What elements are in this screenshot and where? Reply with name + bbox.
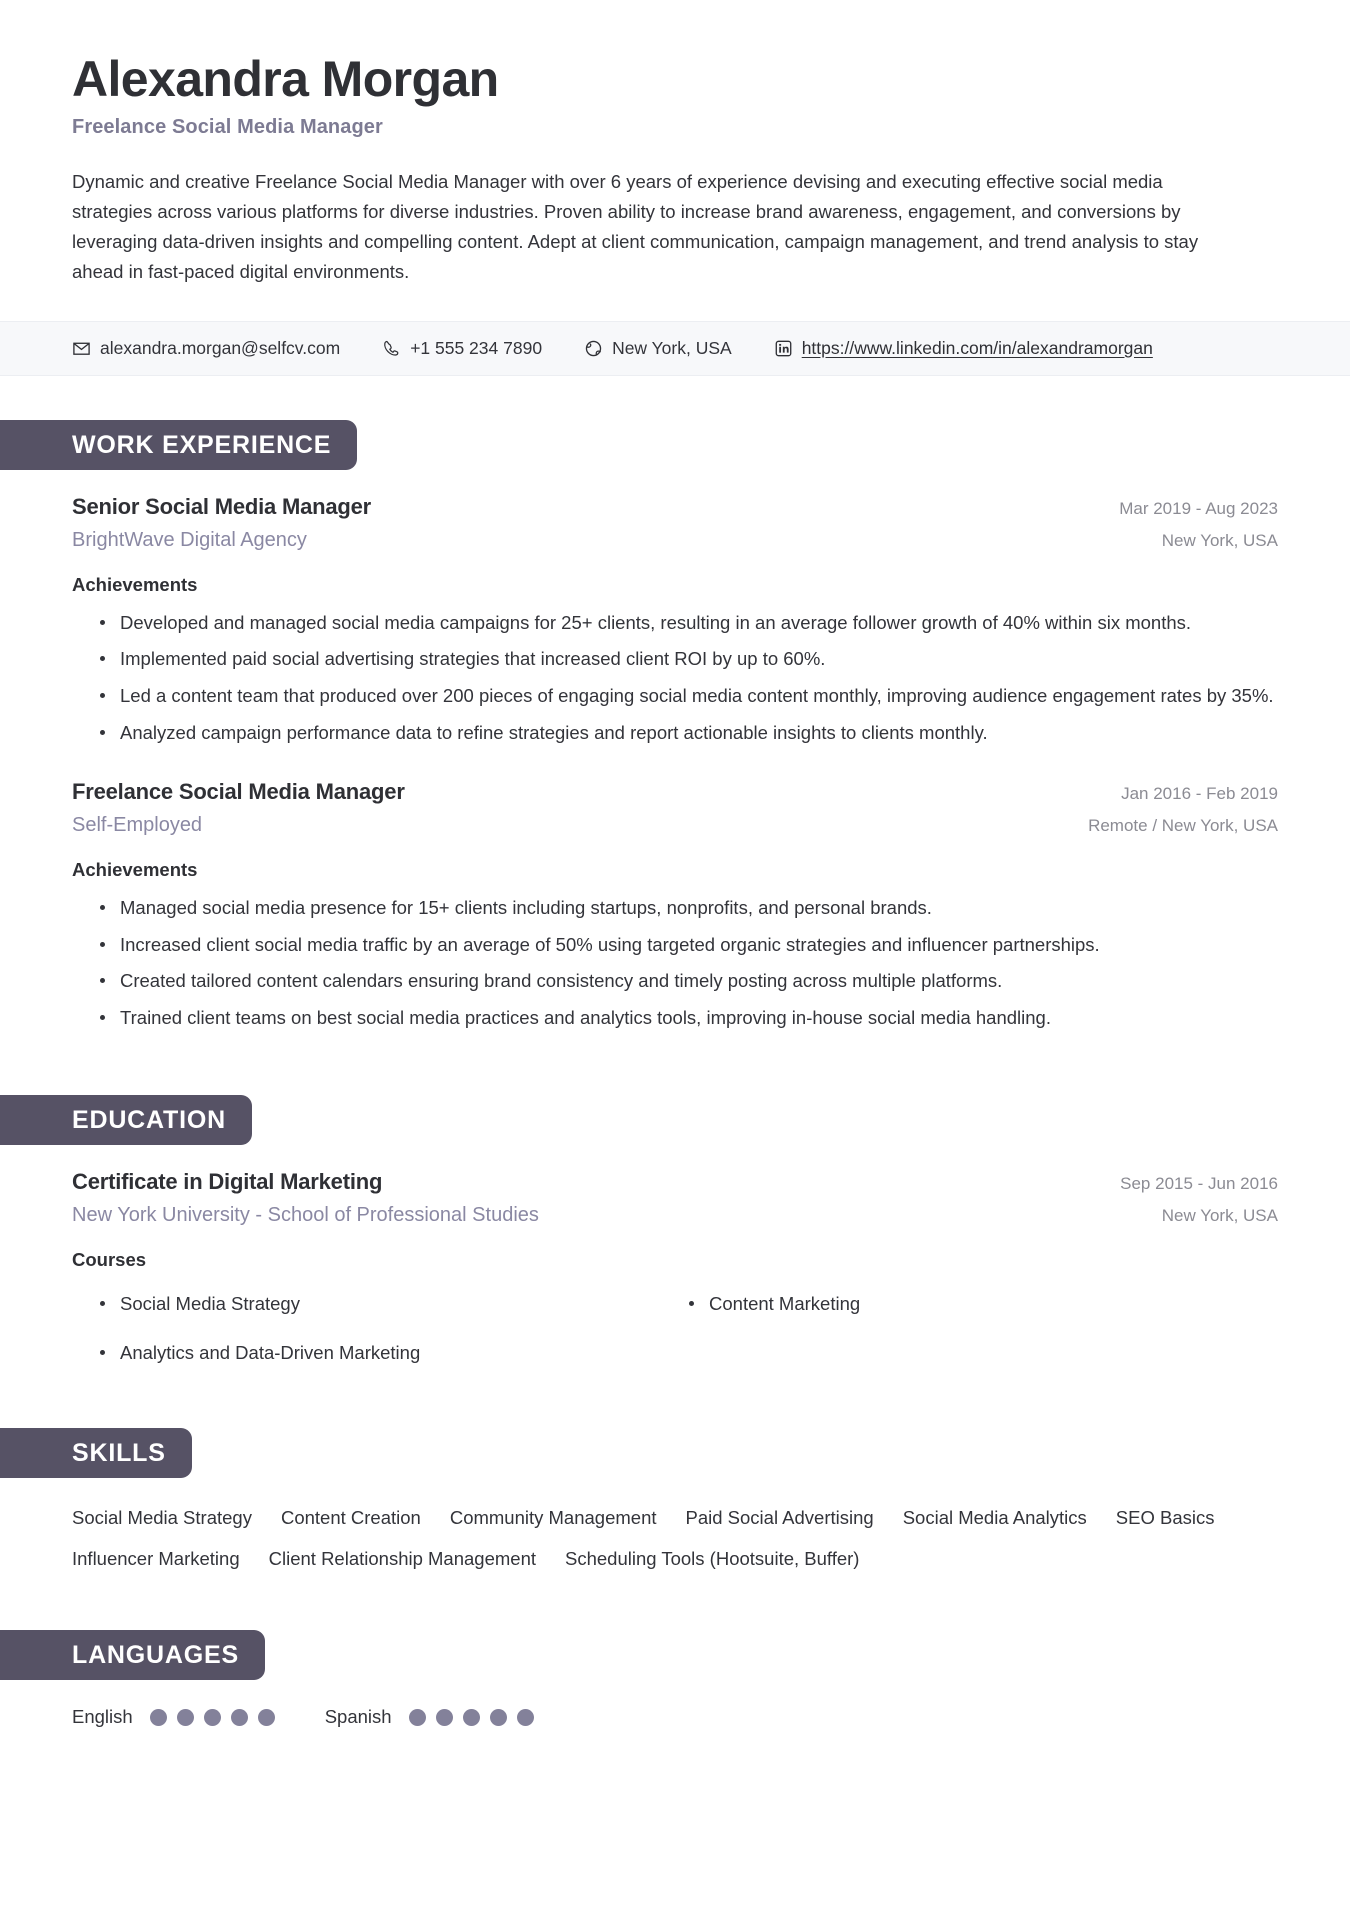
contact-phone-text: +1 555 234 7890 [410,337,543,358]
skills-body [0,1504,1350,1573]
skill-tag: Paid Social Advertising [685,1506,874,1528]
section-education [0,1095,1350,1374]
contact-email-text: alexandra.morgan@selfcv.com [100,337,341,358]
education-entry-subheader [72,1204,1278,1227]
section-languages [0,1630,1350,1728]
section-heading-education: EDUCATION [0,1095,252,1145]
skills-list [72,1504,1278,1573]
level-dot [517,1709,534,1726]
language-level-dots [150,1709,275,1726]
language-name: Spanish [324,1706,392,1728]
work-entries [0,494,1350,1033]
professional-summary: Dynamic and creative Freelance Social Media Manager with over 6 years of experience devising and executing effective social media strategies across various platforms for diverse industries. Proven ability to increase brand awareness, engagement, and conversions by leveraging data-driven insights and compelling content. Adept at client communication, campaign management, and trend analysis to stay ahead in fast-paced digital environments. [72,171,1199,282]
skill-tag: Social Media Strategy [72,1506,252,1528]
list-item: Implemented paid social advertising strategies that increased client ROI by up to 60%. [120,644,1278,674]
education-dates: Sep 2015 - Jun 2016 [1120,1173,1278,1193]
experience-location: Remote / New York, USA [1088,816,1278,836]
contact-location-text: New York, USA [612,337,732,358]
list-item: Trained client teams on best social media practices and analytics tools, improving in-house social media handling. [120,1003,1278,1033]
achievements-list [72,608,1278,747]
education-location: New York, USA [1161,1205,1278,1225]
page-title: Alexandra Morgan [72,51,499,107]
skill-tag: Content Creation [280,1506,421,1528]
experience-location: New York, USA [1161,530,1278,550]
level-dot [490,1709,507,1726]
contact-email[interactable] [72,339,340,358]
courses-list [72,1283,1278,1374]
list-item: Led a content team that produced over 200 pieces of engaging social media content monthly, improving audience engagement rates by 35%. [120,681,1278,711]
achievements-label: Achievements [72,573,198,595]
list-item: Developed and managed social media campaigns for 25+ clients, resulting in an average follower growth of 40% within six months. [120,608,1278,638]
skill-tag: SEO Basics [1115,1506,1215,1528]
education-entry [72,1169,1278,1374]
level-dot [463,1709,480,1726]
contact-linkedin-text[interactable]: https://www.linkedin.com/in/alexandramorgan [801,337,1153,358]
contact-linkedin[interactable] [774,339,1153,358]
experience-entry [72,494,1278,747]
level-dot [436,1709,453,1726]
section-skills [0,1428,1350,1573]
contact-phone[interactable] [382,339,542,358]
skill-tag: Client Relationship Management [268,1547,536,1569]
contact-bar [0,321,1350,376]
list-item: Managed social media presence for 15+ clients including startups, nonprofits, and personal brands. [120,893,1278,923]
education-entry-header [72,1169,1278,1195]
experience-entry [72,779,1278,1032]
languages-body [0,1706,1350,1728]
skill-tag: Scheduling Tools (Hootsuite, Buffer) [565,1547,860,1569]
contact-location[interactable] [584,339,732,358]
skill-tag: Social Media Analytics [902,1506,1087,1528]
education-institution: New York University - School of Professional Studies [72,1203,539,1226]
languages-list [72,1706,1278,1728]
courses-label: Courses [72,1248,147,1270]
experience-entry-subheader [72,814,1278,837]
education-degree: Certificate in Digital Marketing [72,1168,383,1194]
section-work-experience [0,420,1350,1033]
section-heading-skills: SKILLS [0,1428,192,1478]
phone-icon [382,339,401,358]
skill-tag: Community Management [449,1506,657,1528]
language-level-dots [409,1709,534,1726]
envelope-icon [72,339,91,358]
level-dot [409,1709,426,1726]
level-dot [204,1709,221,1726]
experience-entry-header [72,779,1278,805]
experience-role: Senior Social Media Manager [72,493,372,519]
experience-dates: Jan 2016 - Feb 2019 [1121,784,1278,804]
language-item [325,1706,534,1728]
list-item: Increased client social media traffic by an average of 50% using targeted organic strategies and influencer partnerships. [120,930,1278,960]
level-dot [231,1709,248,1726]
header-subtitle: Freelance Social Media Manager [72,116,383,138]
experience-organization: Self-Employed [72,814,203,837]
level-dot [177,1709,194,1726]
resume-header [0,0,1350,287]
list-item: Created tailored content calendars ensuring brand consistency and timely posting across multiple platforms. [120,966,1278,996]
skill-tag: Influencer Marketing [72,1547,240,1569]
language-name: English [72,1706,133,1728]
level-dot [150,1709,167,1726]
section-heading-work: WORK EXPERIENCE [0,420,357,470]
experience-dates: Mar 2019 - Aug 2023 [1119,498,1278,518]
level-dot [258,1709,275,1726]
list-item: Content Marketing [709,1283,1278,1325]
achievements-label: Achievements [72,859,198,881]
globe-icon [584,339,603,358]
list-item: Social Media Strategy [120,1283,689,1325]
experience-role: Freelance Social Media Manager [72,779,405,805]
education-entries [0,1169,1350,1374]
achievements-list [72,893,1278,1032]
list-item: Analyzed campaign performance data to refine strategies and report actionable insights to clients monthly. [120,718,1278,748]
list-item: Analytics and Data-Driven Marketing [120,1332,689,1374]
experience-organization: BrightWave Digital Agency [72,528,307,551]
experience-entry-header [72,494,1278,520]
language-item [72,1706,275,1728]
linkedin-icon [774,339,793,358]
experience-entry-subheader [72,529,1278,552]
section-heading-languages: LANGUAGES [0,1630,265,1680]
